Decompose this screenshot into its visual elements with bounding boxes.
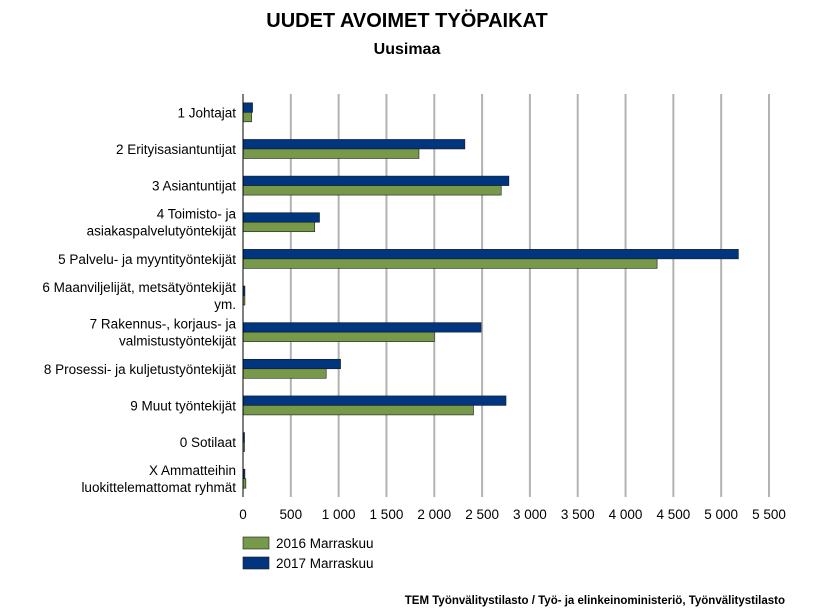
category-label: 5 Palvelu- ja myyntityöntekijät — [58, 251, 236, 267]
legend-swatch — [243, 537, 269, 549]
x-tick-labels — [239, 507, 786, 522]
bar-2016 — [243, 259, 657, 269]
category-label: 3 Asiantuntijat — [151, 178, 236, 194]
legend-swatch — [243, 557, 269, 569]
bar-2017 — [243, 359, 341, 369]
source-note: TEM Työnvälitystilasto / Työ- ja elinkeinoministeriö, Työnvälitystilasto — [404, 595, 785, 607]
bar-2016 — [243, 369, 326, 379]
x-tick-label: 2 000 — [417, 507, 452, 522]
x-tick-label: 5 000 — [704, 507, 739, 522]
x-tick-label: 3 500 — [560, 507, 595, 522]
category-labels — [42, 105, 236, 495]
chart-subtitle: Uusimaa — [373, 41, 441, 58]
legend-label: 2017 Marraskuu — [276, 556, 374, 571]
category-label: 0 Sotilaat — [179, 435, 236, 451]
bar-2017 — [243, 139, 465, 149]
x-tick-label: 2 500 — [465, 507, 499, 522]
bar-2016 — [243, 149, 419, 159]
bar-2016 — [243, 186, 501, 196]
legend-label: 2016 Marraskuu — [276, 536, 374, 551]
x-tick-label: 5 500 — [752, 507, 786, 522]
x-tick-label: 1 000 — [321, 507, 356, 522]
bar-2016 — [243, 112, 252, 122]
bar-2017 — [243, 176, 509, 186]
bar-2016 — [243, 405, 473, 415]
bar-2016 — [243, 222, 315, 232]
category-label: X Ammatteihin luokittelemattomat ryhmät — [81, 463, 236, 496]
legend — [243, 536, 374, 571]
category-label: 7 Rakennus-, korjaus- ja valmistustyöntekijät — [89, 316, 236, 349]
category-label: 8 Prosessi- ja kuljetustyöntekijät — [43, 361, 236, 377]
x-tick-label: 1 500 — [369, 507, 404, 522]
bar-2017 — [243, 213, 320, 223]
x-tick-label: 4 000 — [608, 507, 643, 522]
bar-2017 — [243, 396, 506, 406]
category-label: 1 Johtajat — [177, 105, 236, 121]
x-tick-label: 4 500 — [656, 507, 691, 522]
category-label: 2 Erityisasiantuntijat — [115, 141, 236, 157]
category-label: 6 Maanviljelijät, metsätyöntekijät ym. — [42, 280, 236, 312]
category-label: 9 Muut työntekijät — [130, 398, 236, 414]
chart-title: UUDET AVOIMET TYÖPAIKAT — [266, 10, 548, 32]
bar-2017 — [243, 249, 738, 259]
bar-2017 — [243, 103, 253, 113]
bar-2017 — [243, 323, 481, 333]
x-tick-label: 0 — [239, 507, 247, 522]
bars — [243, 103, 738, 488]
x-tick-label: 3 000 — [513, 507, 547, 522]
bar-2016 — [243, 332, 434, 342]
category-label: 4 Toimisto- ja asiakaspalvelutyöntekijät — [86, 206, 236, 239]
x-tick-label: 500 — [279, 507, 303, 522]
